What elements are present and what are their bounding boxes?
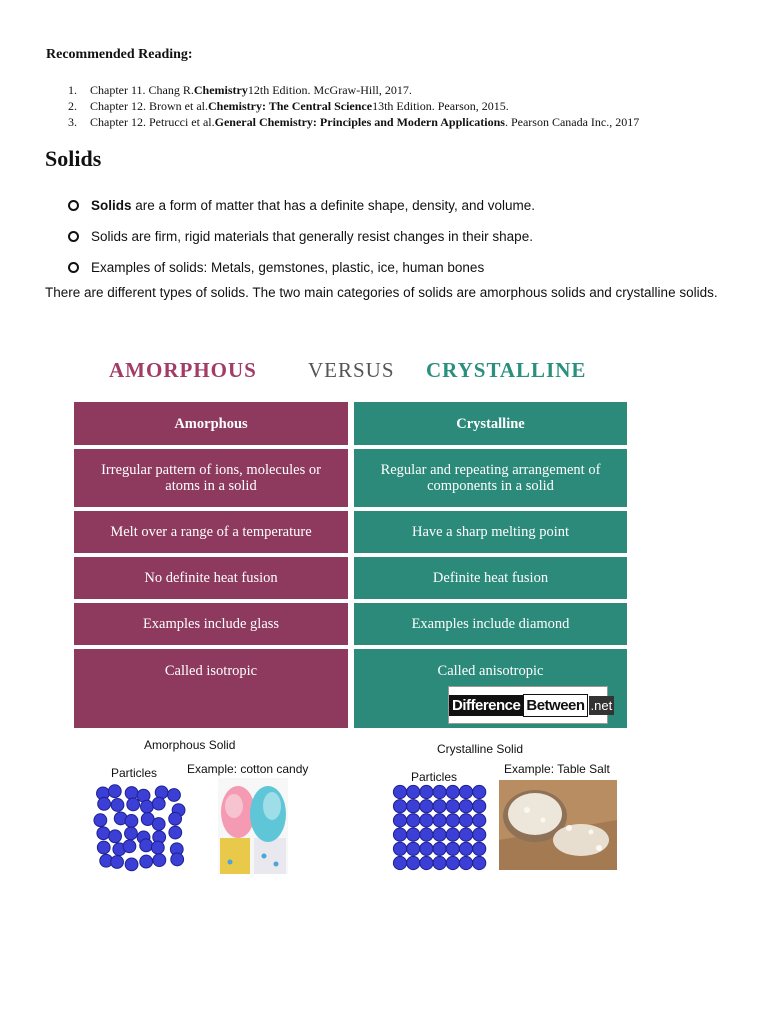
particle bbox=[446, 814, 459, 827]
particle bbox=[111, 799, 124, 812]
particle bbox=[433, 856, 446, 869]
particle bbox=[433, 828, 446, 841]
particle bbox=[393, 842, 406, 855]
particle bbox=[168, 789, 181, 802]
particle bbox=[393, 856, 406, 869]
column-header-amorphous: Amorphous bbox=[74, 402, 348, 445]
particle bbox=[473, 800, 486, 813]
figure-heading bbox=[74, 356, 630, 386]
bullet-text: Solids are firm, rigid materials that generally resist changes in their shape. bbox=[91, 229, 533, 244]
heading-amorphous: AMORPHOUS bbox=[109, 358, 257, 382]
particle bbox=[393, 800, 406, 813]
particle bbox=[127, 798, 140, 811]
particle bbox=[459, 856, 472, 869]
bullet-item bbox=[68, 252, 535, 283]
table-cell-crystalline: Definite heat fusion bbox=[354, 557, 627, 599]
particle bbox=[407, 828, 420, 841]
particle bbox=[169, 812, 182, 825]
reference-item bbox=[46, 82, 639, 98]
particle bbox=[152, 818, 165, 831]
particle bbox=[420, 814, 433, 827]
crystalline-particles-label: Particles bbox=[411, 770, 458, 784]
table-cell-crystalline: Called anisotropic bbox=[354, 649, 627, 728]
reference-text: Chapter 12. Brown et al. bbox=[90, 99, 208, 113]
particle bbox=[153, 854, 166, 867]
particle bbox=[407, 814, 420, 827]
reference-book-title: Chemistry bbox=[193, 83, 248, 97]
bullet-item bbox=[68, 190, 535, 221]
particle bbox=[459, 828, 472, 841]
crystalline-solid-title: Crystalline Solid bbox=[437, 742, 524, 756]
reference-item bbox=[46, 114, 639, 130]
particle bbox=[141, 800, 154, 813]
bullet-list bbox=[68, 190, 535, 283]
particle bbox=[433, 814, 446, 827]
particle bbox=[473, 828, 486, 841]
particle bbox=[169, 826, 182, 839]
logo-part: .net bbox=[590, 697, 613, 713]
table-cell-crystalline: Regular and repeating arrangement of components in a solid bbox=[354, 449, 627, 507]
column-header-crystalline: Crystalline bbox=[354, 402, 627, 445]
particle bbox=[473, 856, 486, 869]
particle bbox=[108, 785, 121, 798]
particle bbox=[407, 800, 420, 813]
particle bbox=[446, 842, 459, 855]
table-cell-amorphous: No definite heat fusion bbox=[74, 557, 348, 599]
particle bbox=[125, 815, 138, 828]
bullet-item bbox=[68, 221, 535, 252]
section-heading: Solids bbox=[45, 146, 102, 171]
particle bbox=[393, 785, 406, 798]
crystalline-particles-diagram bbox=[392, 784, 488, 872]
particle bbox=[433, 842, 446, 855]
amorphous-particles-label: Particles bbox=[111, 766, 158, 780]
particle bbox=[140, 855, 153, 868]
reference-details: 13th Edition. Pearson, 2015. bbox=[372, 99, 509, 113]
particle bbox=[459, 842, 472, 855]
particle bbox=[459, 785, 472, 798]
particle bbox=[98, 797, 111, 810]
reference-number: 2. bbox=[68, 99, 77, 113]
particle bbox=[433, 785, 446, 798]
intro-paragraph: There are different types of solids. The two main categories of solids are amorphous solids and crystalline solids. bbox=[45, 285, 718, 300]
bullet-text: are a form of matter that has a definite shape, density, and volume. bbox=[131, 198, 535, 213]
particle bbox=[97, 827, 110, 840]
circle-bullet-icon bbox=[68, 262, 79, 273]
reference-number: 3. bbox=[68, 115, 77, 129]
reference-text: Chapter 12. Petrucci et al. bbox=[90, 115, 215, 129]
difference-between-logo bbox=[448, 686, 613, 724]
particle bbox=[393, 828, 406, 841]
particle bbox=[473, 842, 486, 855]
particle bbox=[446, 785, 459, 798]
particle bbox=[407, 856, 420, 869]
particle bbox=[151, 841, 164, 854]
particle bbox=[446, 800, 459, 813]
particle bbox=[125, 787, 138, 800]
bullet-text: Examples of solids: Metals, gemstones, plastic, ice, human bones bbox=[91, 260, 485, 275]
logo-part: Difference bbox=[449, 695, 523, 716]
reference-number: 1. bbox=[68, 83, 77, 97]
particle bbox=[473, 785, 486, 798]
particle bbox=[171, 853, 184, 866]
heading-crystalline: CRYSTALLINE bbox=[426, 358, 587, 382]
particle bbox=[123, 840, 136, 853]
reference-text: Chapter 11. Chang R. bbox=[90, 83, 194, 97]
table-cell-crystalline: Examples include diamond bbox=[354, 603, 627, 645]
reference-book-title: Chemistry: The Central Science bbox=[207, 99, 373, 113]
table-cell-amorphous: Called isotropic bbox=[74, 649, 348, 728]
bullet-bold-term: Solids bbox=[91, 198, 132, 213]
particle bbox=[97, 841, 110, 854]
particle bbox=[152, 797, 165, 810]
logo-part: Between bbox=[523, 694, 587, 717]
cotton-candy-photo bbox=[218, 778, 288, 874]
particle bbox=[111, 856, 124, 869]
particle bbox=[140, 839, 153, 852]
crystalline-example-label: Example: Table Salt bbox=[504, 762, 610, 776]
table-cell-amorphous: Melt over a range of a temperature bbox=[74, 511, 348, 553]
table-cell-crystalline: Have a sharp melting point bbox=[354, 511, 627, 553]
comparison-figure bbox=[74, 356, 630, 728]
particle bbox=[94, 814, 107, 827]
particle bbox=[407, 785, 420, 798]
particle bbox=[109, 830, 122, 843]
reference-details: . Pearson Canada Inc., 2017 bbox=[504, 115, 640, 129]
particle bbox=[125, 858, 138, 871]
circle-bullet-icon bbox=[68, 200, 79, 211]
table-salt-photo bbox=[499, 780, 617, 870]
particle bbox=[433, 800, 446, 813]
particle bbox=[420, 842, 433, 855]
particle bbox=[446, 828, 459, 841]
particle bbox=[407, 842, 420, 855]
particle bbox=[446, 856, 459, 869]
particle bbox=[125, 827, 138, 840]
recommended-reading-title: Recommended Reading: bbox=[46, 47, 193, 62]
reference-book-title: General Chemistry: Principles and Modern Applications bbox=[214, 115, 505, 129]
particle bbox=[473, 814, 486, 827]
circle-bullet-icon bbox=[68, 231, 79, 242]
particle bbox=[420, 785, 433, 798]
particle bbox=[155, 786, 168, 799]
particle bbox=[420, 856, 433, 869]
particle bbox=[459, 800, 472, 813]
heading-versus: VERSUS bbox=[308, 358, 395, 382]
amorphous-solid-title: Amorphous Solid bbox=[144, 738, 236, 752]
particle bbox=[459, 814, 472, 827]
particle bbox=[393, 814, 406, 827]
amorphous-example-label: Example: cotton candy bbox=[187, 762, 309, 776]
reference-item bbox=[46, 98, 639, 114]
amorphous-particles-diagram bbox=[94, 784, 186, 874]
reference-list bbox=[46, 82, 639, 130]
particle bbox=[420, 828, 433, 841]
table-cell-amorphous: Examples include glass bbox=[74, 603, 348, 645]
table-cell-amorphous: Irregular pattern of ions, molecules or atoms in a solid bbox=[74, 449, 348, 507]
particle bbox=[420, 800, 433, 813]
reference-details: 12th Edition. McGraw-Hill, 2017. bbox=[247, 83, 412, 97]
